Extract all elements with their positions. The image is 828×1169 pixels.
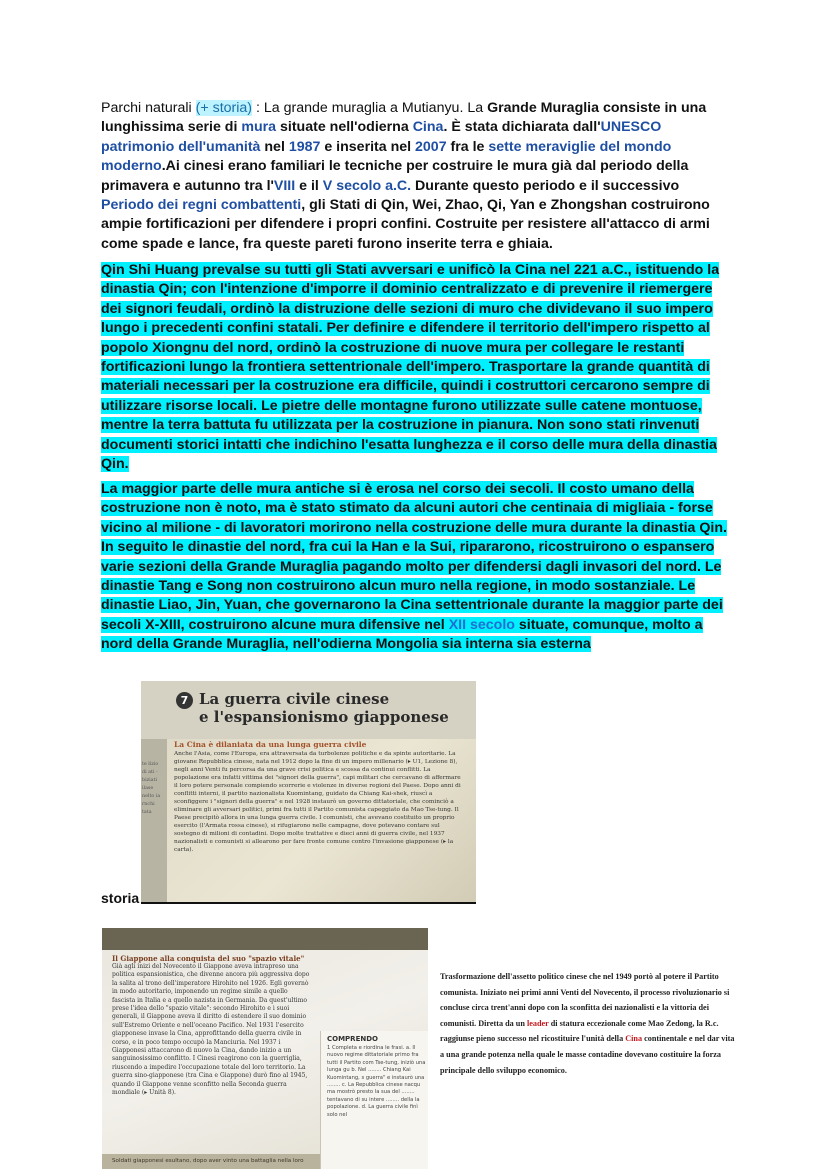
link-periodo-regni[interactable]: Periodo dei regni combattenti	[101, 197, 302, 214]
textbook-photo-civil-war	[141, 681, 476, 903]
textbook-photo-japan	[102, 928, 428, 1169]
comprendo-box	[320, 1031, 428, 1169]
underline-divider	[141, 902, 476, 904]
photo-body-text: Già agli inizi del Novecento il Giappone aveva intrapreso una politica espansionistica, che divenne ancora più aggressiva dopo la salita al trono dell'imperatore Hirohito nel 1926. Egli governò in modo autoritario, imponendo un regime simile a quello fascista in Italia e a quello nazista in Germania. Da quest'ultimo prese l'idea dello "spazio vitale": secondo Hirohito e i suoi generali, il Giappone aveva il diritto di estendere il suo dominio sull'Estremo Oriente e nell'oceano Pacifico. Nel 1931 l'esercito giapponese invase la Cina, approfittando della guerra civile in corso, e in poco tempo occupò la Manciuria. Nel 1937 i Giapponesi attaccarono di nuovo la Cina, dando inizio a un sanguinosissimo conflitto. I Cinesi reagirono con la guerriglia, riuscendo a impedire l'occupazione totale del loro territorio. La guerra sino-giapponese (tra Cina e Giappone) durò fino al 1945, quando il Giappone venne sconfitto nella Seconda guerra mondiale (▸ Unità 8).	[112, 963, 310, 1097]
photo-title-line: e l'espansionismo giapponese	[199, 708, 449, 726]
text-run: nel	[260, 138, 289, 155]
photo-side-text: te lizio di ati - biziati ilase nelto ia rnchi tata	[142, 762, 161, 815]
text-run: : La grande muraglia a Mutianyu. La	[252, 100, 488, 116]
photo-title-line: La guerra civile cinese	[199, 690, 390, 708]
photo-subtitle: Il Giappone alla conquista del suo "spazio vitale"	[112, 954, 305, 963]
text-run: .Ai cinesi erano familiari le tecniche per costruire le mura già dal periodo della primavera e autunno tra l'	[101, 158, 689, 194]
photo-caption-band	[102, 1154, 320, 1169]
link-1987[interactable]: 1987	[288, 138, 321, 155]
storia-tag[interactable]: (+ storia)	[195, 100, 253, 116]
text-run: Durante questo periodo e il successivo	[411, 177, 680, 194]
comprendo-title: COMPRENDO	[327, 1035, 378, 1043]
definition-note	[440, 969, 740, 1078]
text-run: . È stata dichiarata dall'	[443, 119, 601, 136]
photo-subtitle: La Cina è dilaniata da una lunga guerra civile	[174, 740, 367, 749]
lesson-number-badge: 7	[176, 692, 193, 709]
text-run: situate nell'odierna	[276, 119, 413, 136]
text-run: di statura eccezionale come Mao Zedong, la R.c. raggiunse pieno successo nel ricostituire l'unità della	[440, 1018, 719, 1044]
highlighted-text: Qin Shi Huang prevalse su tutti gli Stati avversari e unificò la Cina nel 221 a.C., istituendo la dinastia Qin; con l'intenzione d'imporre il dominio centralizzato e di prevenire il riemergere dei signori feudali, ordinò la distruzione delle sezioni di muro che dividevano il suo impero lungo i precedenti confini statali. Per definire e difendere il territorio dell'impero rispetto al popolo Xiongnu del nord, ordinò la costruzione di nuove mura per collegare le restanti fortificazioni lungo la frontiera settentrionale dell'impero. Trasportare la grande quantità di materiali necessari per la costruzione era difficile, quindi i costruttori cercarono sempre di utilizzare risorse locali. Le pietre delle montagne furono utilizzate sulle catene montuose, mentre la terra battuta fu utilizzata per la costruzione in pianura. Non sono stati rinvenuti documenti storici intatti che indichino l'esatta lunghezza e il corso delle mura della dinastia Qin.	[101, 262, 720, 473]
link-v-secolo[interactable]: V secolo a.C.	[322, 177, 412, 194]
link-sette-meraviglie[interactable]: sette meraviglie del mondo moderno	[101, 138, 672, 175]
photo-body-text: Anche l'Asia, come l'Europa, era attraversata da turbolenze politiche e da spinte autoritarie. La giovane Repubblica cinese, nata nel 1912 dopo la fine di un impero millenario (▸ U1, Lezione 8), negli anni Venti fu percorsa da una grave crisi politica e scossa da continui conflitti. La popolazione era infatti vittima dei "signori della guerra", capi militari che cercavano di affermare il loro potere personale compiendo scorrerie e violenze in diverse regioni del Paese. Dopo anni di conflitti interni, il partito nazionalista Kuomintang, guidato da Chiang Kai-shek, riuscì a sconfiggere i "signori della guerra" e nel 1928 instaurò un governo dittatoriale, che cominciò a eliminare gli avversari politici, primi fra tutti il Partito comunista capeggiato da Mao Tse-tung. Il Paese precipitò allora in una lunga guerra civile. I comunisti, che avevano costituito un proprio esercito (l'Armata rossa cinese), si rifugiarono nelle campagne, dove potevano contare sul sostegno di milioni di contadini. Dopo molte trattative e dieci anni di guerra civile, nel 1937 nazionalisti e comunisti si allearono per fare fronte comune contro l'invasione giapponese (▸ la carta).	[174, 751, 461, 853]
text-run: Trasformazione dell'assetto politico cinese che nel 1949 portò al potere il Partito comunista. Iniziato nei primi anni Venti del Novecento, il processo rivoluzionario si concluse circa trent'anni dopo con la sconfitta dei nazionalisti e la vittoria dei comunisti. Diretta da un	[440, 972, 730, 1028]
prefix-label: Parchi naturali	[101, 100, 192, 116]
highlighted-text: situate, comunque, molto a nord della Grande Muraglia, nell'odierna Mongolia sia interna sia esterna	[101, 616, 703, 653]
intro-paragraph	[101, 99, 731, 254]
link-cina-note[interactable]: Cina	[625, 1034, 643, 1044]
erosion-paragraph	[101, 480, 731, 655]
link-patrimonio[interactable]: patrimonio dell'umanità	[101, 138, 261, 155]
photo-caption: Soldati giapponesi esultano, dopo aver vinto una battaglia nella loro	[112, 1158, 304, 1164]
link-unesco[interactable]: UNESCO	[600, 119, 662, 136]
link-2007[interactable]: 2007	[415, 138, 447, 155]
text-run: Grande Muraglia consiste in una lunghissima serie di	[101, 100, 707, 136]
link-leader[interactable]: leader	[526, 1018, 549, 1028]
text-run: , gli Stati di Qin, Wei, Zhao, Qi, Yan e Zhongshan costruirono ampie fortificazioni per difendere i propri confini. Costruite per resistere all'attacco di armi come spade e lance, fra queste pareti furono inserite terra e ghiaia.	[101, 197, 710, 252]
comprendo-text: 1 Completa e riordina le frasi. a. Il nuovo regime dittatoriale primo fra tutti il Partito com Tse-tung, iniziò una lunga gu b. Nel ........ Chiang Kai Kuomintang, s guerra" e instaurò una ........ c. La Repubblica cinese nacqu ma mostrò presto la sua del ........ tentavano di su intere ........ della la popolazione. d. La guerra civile finì solo nel	[327, 1045, 426, 1118]
link-cina[interactable]: Cina	[412, 119, 444, 136]
link-viii[interactable]: VIII	[273, 177, 296, 194]
photo-top-band	[102, 928, 428, 950]
text-run: e inserita nel	[320, 138, 416, 155]
link-mura[interactable]: mura	[241, 119, 277, 136]
photo-title	[199, 690, 449, 726]
text-run: e il	[295, 177, 323, 194]
text-run: fra le	[446, 138, 489, 155]
storia-label: storia	[101, 890, 140, 906]
qin-paragraph	[101, 261, 731, 474]
highlighted-text: La maggior parte delle mura antiche si è erosa nel corso dei secoli. Il costo umano della costruzione non è noto, ma è stato stimato da alcuni autori che centinaia di migliaia - forse vicino al milione - di lavoratori morirono nella costruzione delle mura durante la dinastia Qin. In seguito le dinastie del nord, fra cui la Han e la Sui, ripararono, ricostruirono o espansero varie sezioni della Grande Muraglia pagando molto per difendersi dagli invasori del nord. Le dinastie Tang e Song non costruirono alcun muro nella regione, in modo sostanziale. Le dinastie Liao, Jin, Yuan, che governarono la Cina settentrionale durante la maggior parte dei secoli X-XIII, costruirono alcune mura difensive nel	[101, 481, 727, 633]
link-xii-secolo[interactable]: XII secolo	[448, 616, 515, 633]
text-run: continentale e nel dar vita a una grande potenza nella quale le masse contadine dovevano costituire la forza principale dello sviluppo economico.	[440, 1034, 735, 1075]
